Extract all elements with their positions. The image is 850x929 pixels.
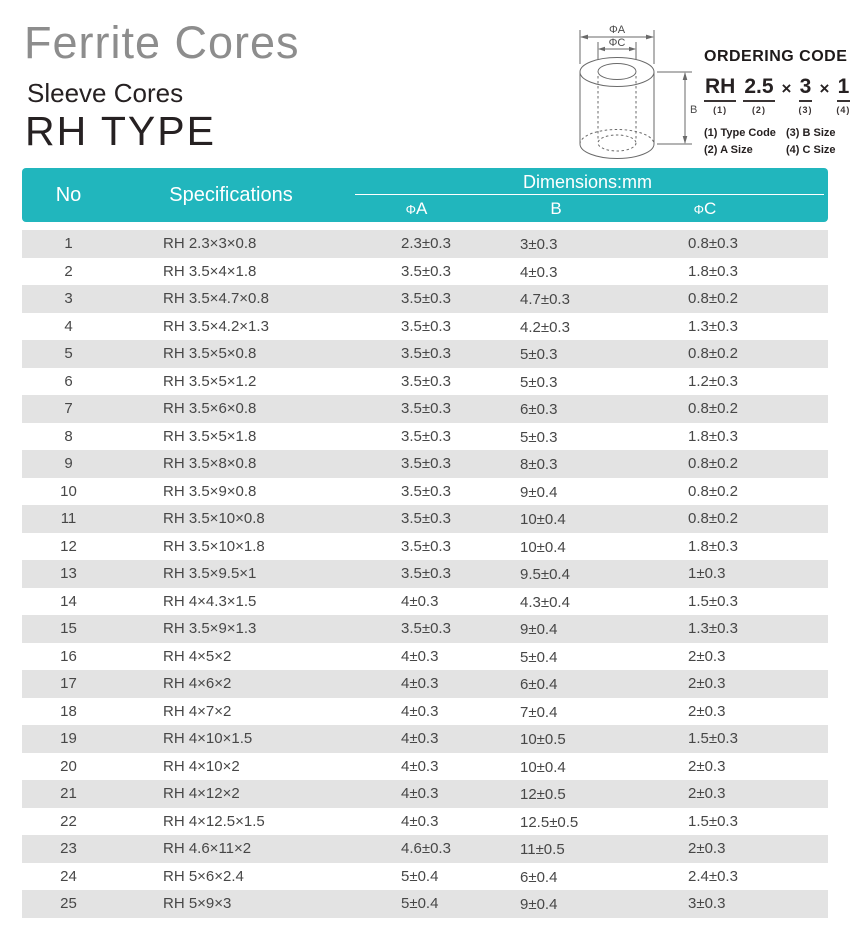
column-header-phi-a: ΦA <box>405 198 428 218</box>
column-header-specifications: Specifications <box>169 183 293 206</box>
cell-dim-c: 1.5±0.3 <box>688 592 738 610</box>
cell-dim-b: 9.5±0.4 <box>520 566 570 584</box>
page-subtitle: Sleeve Cores <box>27 78 184 108</box>
cell-dim-a: 3.5±0.3 <box>401 537 451 555</box>
code-part-a-size <box>743 76 774 115</box>
cell-dim-b: 10±0.5 <box>520 731 566 749</box>
cell-specification: RH 4×6×2 <box>163 675 232 693</box>
legend-type-code: (1) Type Code <box>704 127 776 139</box>
cell-dim-c: 2±0.3 <box>688 840 726 858</box>
table-row <box>22 395 828 423</box>
cell-dim-c: 1±0.3 <box>688 565 726 583</box>
cell-dim-a: 4.6±0.3 <box>401 840 451 858</box>
cell-no: 9 <box>64 455 73 473</box>
cell-dim-c: 0.8±0.2 <box>688 455 738 473</box>
cell-dim-a: 2.3±0.3 <box>401 235 451 253</box>
table-row <box>22 643 828 671</box>
code-index: (3) <box>798 105 813 115</box>
cell-dim-a: 4±0.3 <box>401 702 439 720</box>
ordering-code-legend <box>704 127 846 156</box>
cell-dim-b: 10±0.4 <box>520 538 566 556</box>
cell-no: 6 <box>64 372 73 390</box>
cell-specification: RH 4×5×2 <box>163 647 232 665</box>
cell-dim-b: 6±0.4 <box>520 676 558 694</box>
cell-dim-b: 4.2±0.3 <box>520 318 570 336</box>
cell-no: 13 <box>60 565 77 583</box>
cell-dim-c: 1.2±0.3 <box>688 372 738 390</box>
cell-no: 14 <box>60 592 77 610</box>
code-part-b-size <box>798 76 812 115</box>
cell-dim-b: 10±0.4 <box>520 511 566 529</box>
table-row <box>22 808 828 836</box>
cell-dim-a: 3.5±0.3 <box>401 290 451 308</box>
cell-dim-b: 4.7±0.3 <box>520 291 570 309</box>
table-row <box>22 780 828 808</box>
cell-dim-b: 4.3±0.4 <box>520 593 570 611</box>
cell-dim-b: 5±0.3 <box>520 428 558 446</box>
cell-no: 8 <box>64 427 73 445</box>
table-row <box>22 533 828 561</box>
cell-no: 21 <box>60 785 77 803</box>
dim-label-b: B <box>690 104 698 116</box>
multiply-sign: × <box>781 79 792 98</box>
cell-no: 23 <box>60 840 77 858</box>
page-title: Ferrite Cores <box>24 17 300 68</box>
cell-no: 1 <box>64 235 73 253</box>
table-row <box>22 725 828 753</box>
table-row <box>22 340 828 368</box>
cell-dim-b: 6±0.4 <box>520 868 558 886</box>
cell-dim-a: 3.5±0.3 <box>401 400 451 418</box>
cell-no: 10 <box>60 482 77 500</box>
cell-dim-a: 3.5±0.3 <box>401 482 451 500</box>
ordering-code-section <box>704 48 850 156</box>
cell-dim-b: 10±0.4 <box>520 758 566 776</box>
cell-specification: RH 5×6×2.4 <box>163 867 244 885</box>
cell-dim-c: 2±0.3 <box>688 675 726 693</box>
cell-no: 16 <box>60 647 77 665</box>
cell-specification: RH 3.5×4.2×1.3 <box>163 317 269 335</box>
code-token: RH <box>704 76 736 102</box>
cell-dim-c: 2±0.3 <box>688 702 726 720</box>
cell-no: 17 <box>60 675 77 693</box>
column-header-dimensions-mm: Dimensions:mm <box>522 171 653 192</box>
cell-no: 12 <box>60 537 77 555</box>
cell-no: 19 <box>60 730 77 748</box>
phi-symbol: Φ <box>693 201 705 217</box>
cell-dim-c: 0.8±0.2 <box>688 290 738 308</box>
cell-dim-a: 4±0.3 <box>401 785 439 803</box>
cell-no: 15 <box>60 620 77 638</box>
cell-specification: RH 3.5×9.5×1 <box>163 565 257 583</box>
cell-no: 25 <box>60 895 77 913</box>
code-token: 2.5 <box>743 76 774 102</box>
cell-specification: RH 4×4.3×1.5 <box>163 592 257 610</box>
code-token: 1 <box>837 76 850 102</box>
table-row <box>22 450 828 478</box>
cell-specification: RH 3.5×9×1.3 <box>163 620 257 638</box>
cell-dim-a: 3.5±0.3 <box>401 427 451 445</box>
cell-dim-a: 3.5±0.3 <box>401 565 451 583</box>
cell-no: 20 <box>60 757 77 775</box>
cell-dim-a: 4±0.3 <box>401 730 439 748</box>
cell-dim-b: 3±0.3 <box>520 236 558 254</box>
specifications-table <box>22 168 828 918</box>
legend-c-size: (4) C Size <box>786 144 836 156</box>
table-row <box>22 230 828 258</box>
cell-specification: RH 3.5×5×0.8 <box>163 345 257 363</box>
code-part-c-size <box>836 76 850 115</box>
legend-b-size: (3) B Size <box>786 127 836 139</box>
cell-dim-a: 4±0.3 <box>401 675 439 693</box>
table-row <box>22 753 828 781</box>
code-index: (1) <box>713 105 728 115</box>
cell-dim-b: 7±0.4 <box>520 703 558 721</box>
dim-label-phi-a: ΦA <box>608 24 626 36</box>
table-row <box>22 368 828 396</box>
cell-dim-b: 6±0.3 <box>520 401 558 419</box>
cell-dim-a: 3.5±0.3 <box>401 620 451 638</box>
cell-no: 18 <box>60 702 77 720</box>
cell-specification: RH 4.6×11×2 <box>163 840 252 858</box>
cell-dim-b: 5±0.4 <box>520 648 558 666</box>
cell-specification: RH 4×10×1.5 <box>163 730 253 748</box>
cell-dim-c: 1.5±0.3 <box>688 812 738 830</box>
ordering-code-title: ORDERING CODE <box>704 48 848 65</box>
cell-no: 3 <box>64 290 73 308</box>
cell-specification: RH 4×10×2 <box>163 757 240 775</box>
cell-no: 7 <box>64 400 73 418</box>
sleeve-core-drawing <box>550 14 710 166</box>
cell-specification: RH 2.3×3×0.8 <box>163 235 257 253</box>
cell-dim-b: 8±0.3 <box>520 456 558 474</box>
cell-dim-a: 3.5±0.3 <box>401 372 451 390</box>
cell-dim-b: 5±0.3 <box>520 373 558 391</box>
cell-dim-c: 2±0.3 <box>688 785 726 803</box>
cell-dim-c: 0.8±0.2 <box>688 345 738 363</box>
cell-dim-b: 4±0.3 <box>520 263 558 281</box>
core-dimension-diagram <box>550 14 710 166</box>
cell-dim-a: 3.5±0.3 <box>401 510 451 528</box>
cell-dim-a: 3.5±0.3 <box>401 455 451 473</box>
cell-specification: RH 5×9×3 <box>163 895 232 913</box>
cell-specification: RH 4×12×2 <box>163 785 240 803</box>
cell-dim-c: 1.8±0.3 <box>688 537 738 555</box>
cell-dim-c: 0.8±0.2 <box>688 400 738 418</box>
cell-specification: RH 4×7×2 <box>163 702 232 720</box>
cell-specification: RH 3.5×8×0.8 <box>163 455 257 473</box>
cell-no: 2 <box>64 262 73 280</box>
cell-dim-a: 3.5±0.3 <box>401 262 451 280</box>
table-row <box>22 423 828 451</box>
cell-dim-a: 4±0.3 <box>401 812 439 830</box>
code-index: (2) <box>751 105 766 115</box>
cell-dim-c: 2±0.3 <box>688 757 726 775</box>
table-header <box>22 168 828 222</box>
cell-specification: RH 3.5×10×1.8 <box>163 537 265 555</box>
cell-dim-a: 5±0.4 <box>401 867 439 885</box>
legend-a-size: (2) A Size <box>704 144 753 156</box>
cell-no: 22 <box>60 812 77 830</box>
cell-dim-a: 4±0.3 <box>401 757 439 775</box>
column-header-no: No <box>55 183 82 206</box>
cell-dim-c: 0.8±0.2 <box>688 482 738 500</box>
column-header-b: B <box>550 198 562 218</box>
ordering-code-example <box>704 75 850 115</box>
cell-dim-b: 9±0.4 <box>520 483 558 501</box>
cell-dim-b: 12±0.5 <box>520 786 566 804</box>
table-row <box>22 890 828 918</box>
cell-dim-c: 1.3±0.3 <box>688 317 738 335</box>
cell-specification: RH 4×12.5×1.5 <box>163 812 265 830</box>
cell-no: 11 <box>60 510 77 528</box>
cell-dim-c: 3±0.3 <box>688 895 726 913</box>
table-row <box>22 698 828 726</box>
cell-specification: RH 3.5×5×1.2 <box>163 372 257 390</box>
cell-dim-c: 1.8±0.3 <box>688 427 738 445</box>
cell-dim-b: 12.5±0.5 <box>520 813 579 831</box>
table-row <box>22 615 828 643</box>
cell-dim-b: 5±0.3 <box>520 346 558 364</box>
table-row <box>22 478 828 506</box>
cell-dim-a: 4±0.3 <box>401 592 439 610</box>
cell-no: 4 <box>64 317 73 335</box>
cell-dim-a: 5±0.4 <box>401 895 439 913</box>
cell-dim-a: 3.5±0.3 <box>401 317 451 335</box>
cell-dim-b: 11±0.5 <box>520 841 565 859</box>
cell-specification: RH 3.5×4.7×0.8 <box>163 290 269 308</box>
cell-dim-c: 0.8±0.3 <box>688 235 738 253</box>
cell-dim-b: 9±0.4 <box>520 896 558 914</box>
type-title: RH TYPE <box>25 108 216 154</box>
code-token: 3 <box>799 76 813 102</box>
cell-dim-c: 1.5±0.3 <box>688 730 738 748</box>
column-header-phi-c: ΦC <box>693 198 717 218</box>
cell-dim-c: 1.3±0.3 <box>688 620 738 638</box>
cell-specification: RH 3.5×5×1.8 <box>163 427 257 445</box>
cell-specification: RH 3.5×6×0.8 <box>163 400 257 418</box>
cell-dim-a: 4±0.3 <box>401 647 439 665</box>
table-row <box>22 285 828 313</box>
cell-dim-c: 0.8±0.2 <box>688 510 738 528</box>
cell-specification: RH 3.5×4×1.8 <box>163 262 257 280</box>
cell-no: 24 <box>60 867 77 885</box>
table-row <box>22 560 828 588</box>
table-body <box>22 230 828 918</box>
cell-specification: RH 3.5×10×0.8 <box>163 510 265 528</box>
table-row <box>22 588 828 616</box>
phi-symbol: Φ <box>405 201 417 217</box>
table-row <box>22 863 828 891</box>
multiply-sign: × <box>819 79 830 98</box>
table-row <box>22 313 828 341</box>
cell-specification: RH 3.5×9×0.8 <box>163 482 257 500</box>
cell-dim-c: 1.8±0.3 <box>688 262 738 280</box>
dim-label-phi-c: ΦC <box>608 37 626 49</box>
cell-dim-a: 3.5±0.3 <box>401 345 451 363</box>
table-row <box>22 505 828 533</box>
code-index: (4) <box>836 105 850 115</box>
table-row <box>22 835 828 863</box>
code-part-type <box>704 76 736 115</box>
cell-dim-c: 2±0.3 <box>688 647 726 665</box>
table-row <box>22 258 828 286</box>
table-row <box>22 670 828 698</box>
cell-dim-b: 9±0.4 <box>520 621 558 639</box>
cell-dim-c: 2.4±0.3 <box>688 867 738 885</box>
cell-no: 5 <box>64 345 73 363</box>
column-group-dimensions <box>347 168 828 222</box>
